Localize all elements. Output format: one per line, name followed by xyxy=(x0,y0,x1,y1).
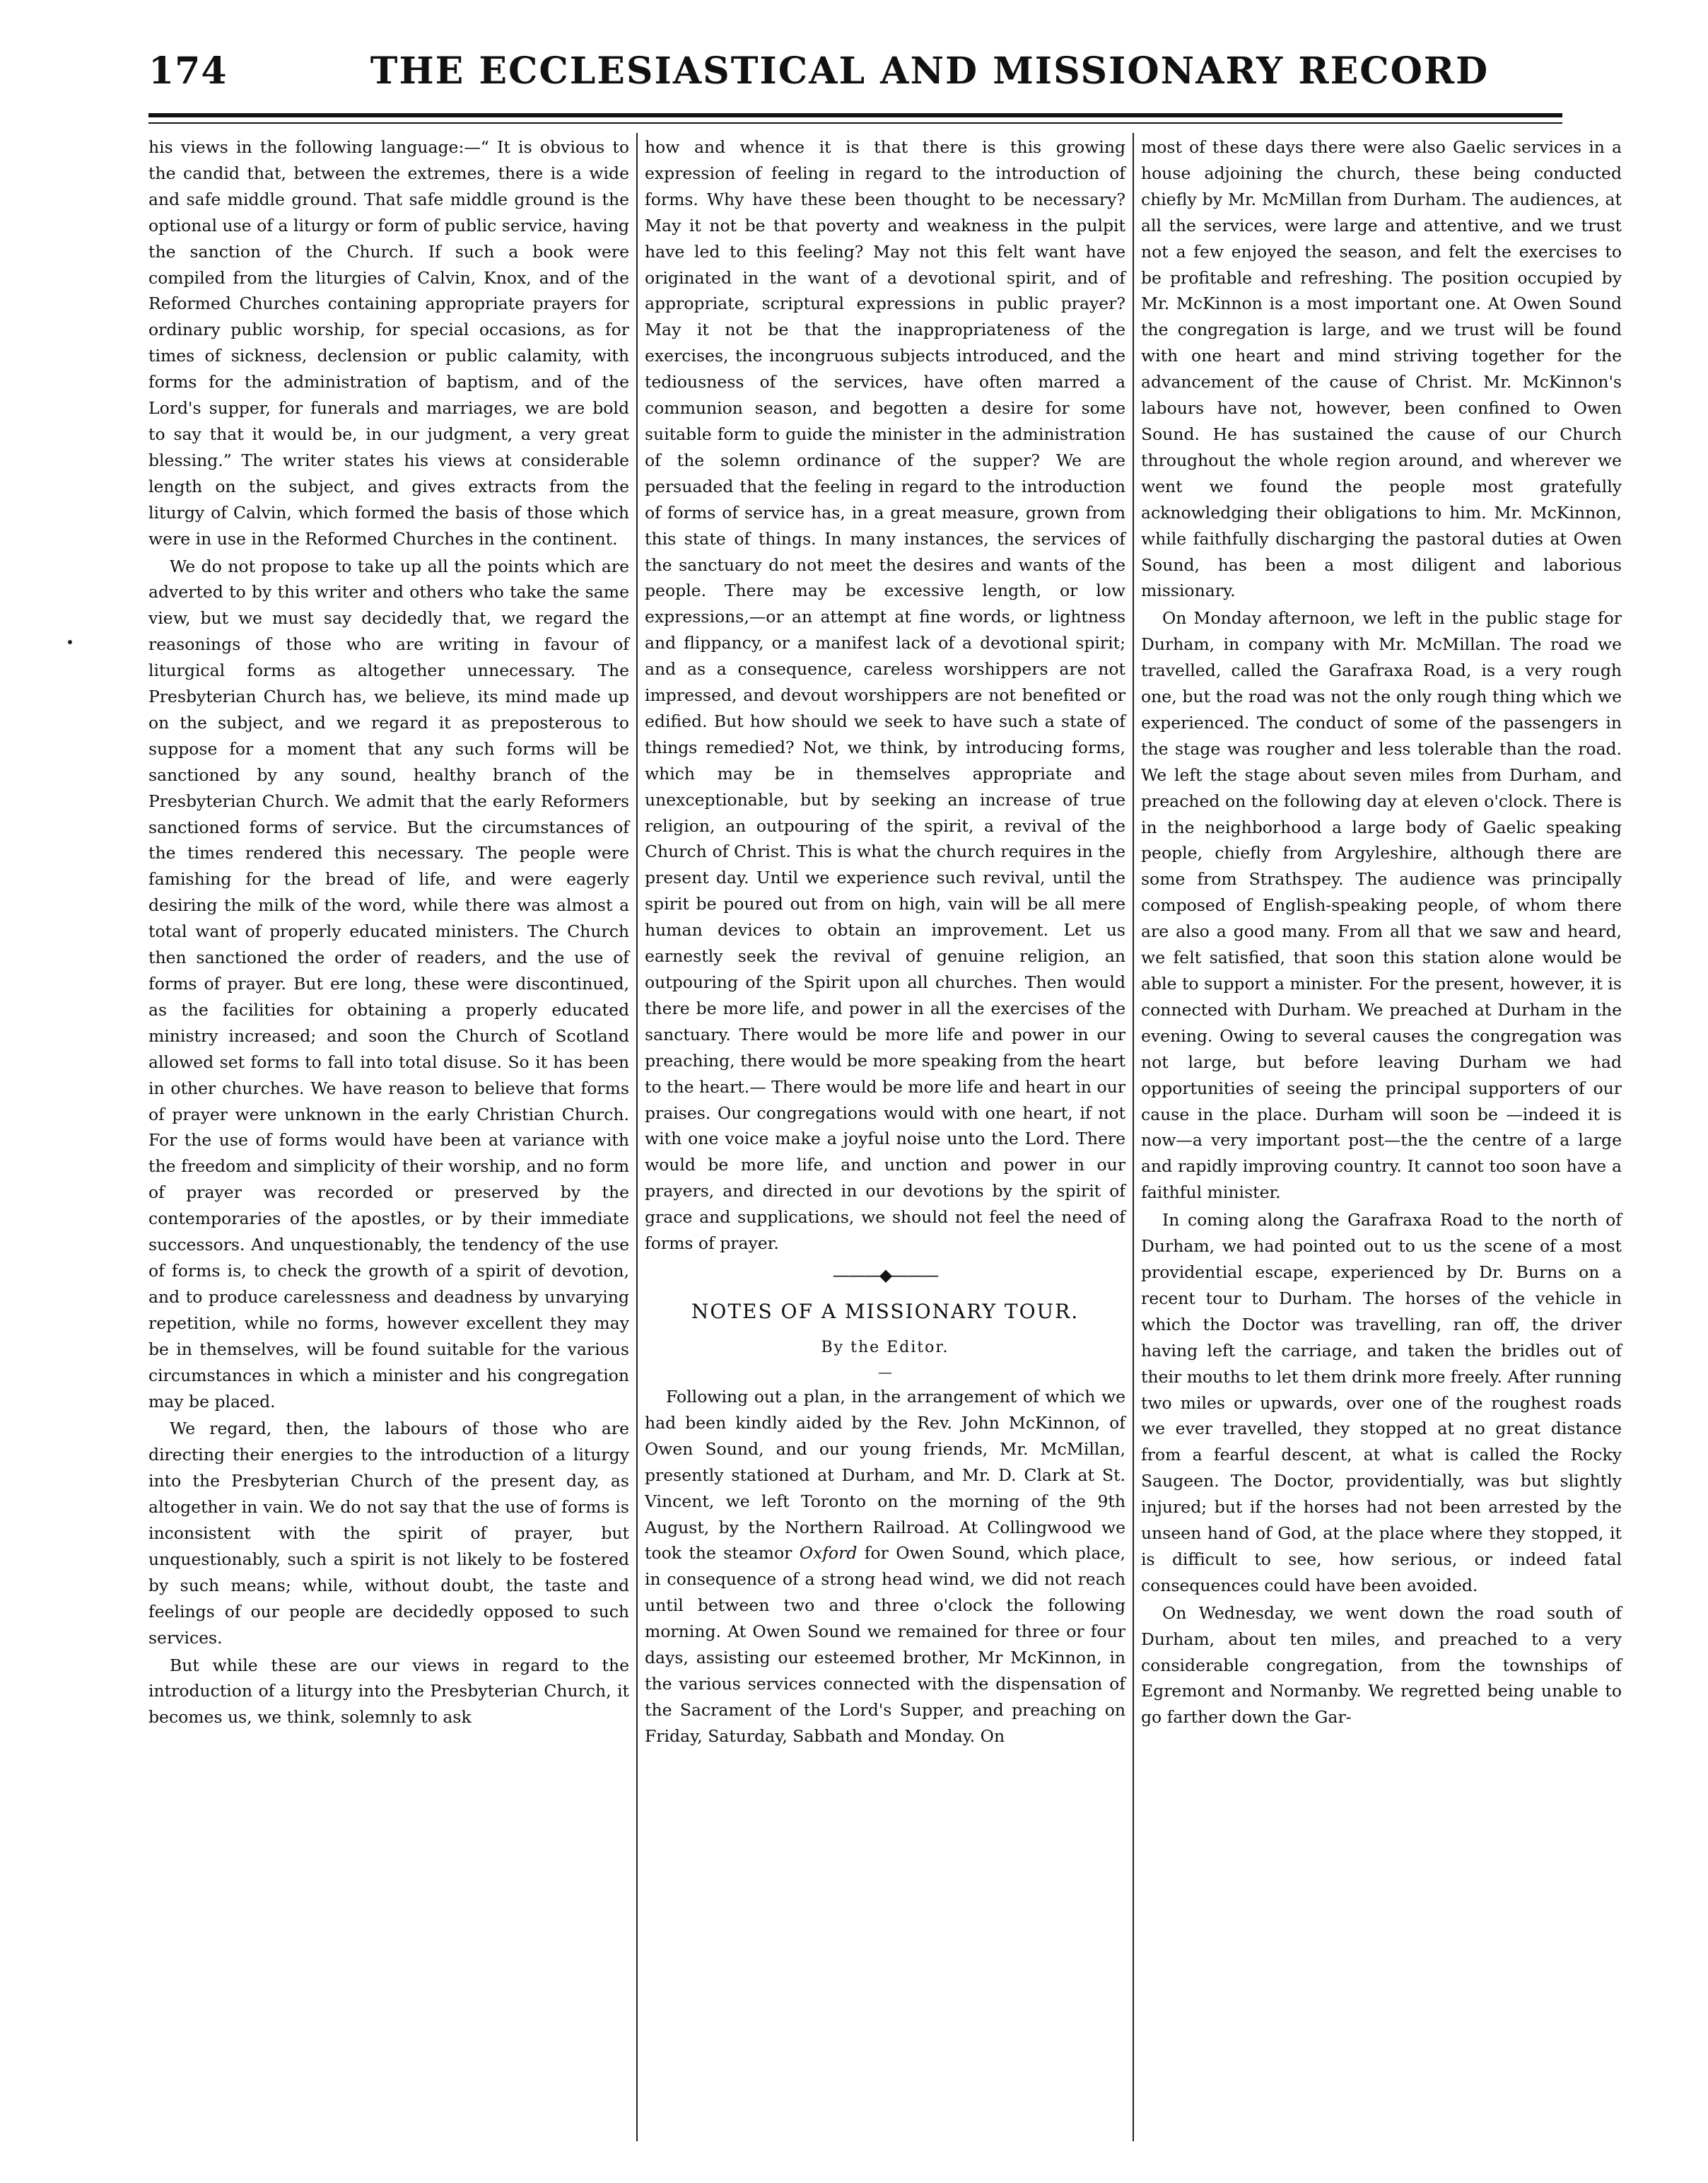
paragraph: most of these days there were also Gaelic services in a house adjoining the church, these being conducted chiefly by Mr. McMillan from Durham. The audiences, at all the services, were large and attentive, and we trust not a few enjoyed the season, and felt the exercises to be profitable and refreshing. The position occupied by Mr. McKinnon is a most important one. At Owen Sound the congregation is large, and we trust will be found with one heart and mind striving together for the advancement of the cause of Christ. Mr. McKinnon's labours have not, however, been confined to Owen Sound. He has sustained the cause of our Church throughout the whole region around, and wherever we went we found the people most gratefully acknowledging their obligations to him. Mr. McKinnon, while faithfully discharging the pastoral duties at Owen Sound, has been a most diligent and laborious missionary. xyxy=(1141,137,1622,601)
margin-dot xyxy=(68,640,72,644)
paragraph: But while these are our views in regard to the introduction of a liturgy into the Presbyterian Church, it becomes us, we think, solemnly to ask xyxy=(148,1655,629,1728)
column-2 xyxy=(645,134,1125,1750)
paragraph: We do not propose to take up all the points which are adverted to by this writer and others who take the same view, but we must say decidedly that, we regard the reasonings of those who are writing in favour of liturgical forms as altogether unnecessary. The Presbyterian Church has, we believe, its mind made up on the subject, and we regard it as preposterous to suppose for a moment that any such forms will be sanctioned by any sound, healthy branch of the Presbyterian Church. We admit that the early Reformers sanctioned forms of service. But the circumstances of the times rendered this necessary. The people were famishing for the bread of life, and were eagerly desiring the milk of the word, while there was almost a total want of properly educated ministers. The Church then sanctioned the order of readers, and the use of forms of prayer. But ere long, these were discontinued, as the facilities for obtaining a properly educated ministry increased; and soon the Church of Scotland allowed set forms to fall into total disuse. So it has been in other churches. We have reason to believe that forms of prayer were unknown in the early Christian Church. For the use of forms would have been at variance with the freedom and simplicity of their worship, and no form of prayer was recorded or preserved by the contemporaries of the apostles, or by their immediate successors. And unquestionably, the tendency of the use of forms is, to check the growth of a spirit of devotion, and to produce carelessness and deadness by unvarying repetition, while no forms, however excellent they may be in themselves, will be found suitable for the various circumstances in which a minister and his congregation may be placed. xyxy=(148,556,629,1411)
header-rule-thin xyxy=(148,122,1562,124)
paragraph: how and whence it is that there is this growing expression of feeling in regard to the introduction of forms. Why have these been thought to be necessary? May it not be that poverty and weakness in the pulpit have led to this feeling? May not this felt want have originated in the want of a devotional spirit, and of appropriate, scriptural expressions in public prayer? May it not be that the inappropriateness of the exercises, the incongruous subjects introduced, and the tediousness of the services, have often marred a communion season, and begotten a desire for some suitable form to guide the minister in the administration of the solemn ordinance of the supper? We are persuaded that the feeling in regard to the introduction of forms of service has, in a great measure, grown from this state of things. In many instances, the services of the sanctuary do not meet the desires and wants of the people. There may be excessive length, or low expressions,—or an attempt at fine words, or lightness and flippancy, or a manifest lack of a devotional spirit; and as a consequence, careless worshippers are not impressed, and devout worshippers are not benefited or edified. But how should we seek to have such a state of things remedied? Not, we think, by introducing forms, which may be in themselves appropriate and unexceptionable, but by seeking an increase of true religion, an outpouring of the spirit, a revival of the Church of Christ. This is what the church requires in the present day. Until we experience such revival, until the spirit be poured out from on high, vain will be all mere human devices to obtain an improvement. Let us earnestly seek the revival of genuine religion, an outpouring of the Spirit upon all churches. Then would there be more life, and power in all the exercises of the sanctuary. There would be more life and power in our preaching, there would be more speaking from the heart to the heart.— There would be more life and heart in our praises. Our congregations would with one heart, if not with one voice make a joyful noise unto the Lord. There would be more life, and unction and power in our prayers, and directed in our devotions by the spirit of grace and supplications, we should not feel the need of forms of prayer. xyxy=(645,137,1126,1254)
section-title: NOTES OF A MISSIONARY TOUR. xyxy=(691,1299,1080,1323)
column-divider-2 xyxy=(1133,133,1134,2141)
paragraph xyxy=(645,1384,1125,1750)
paragraph-text: Following out a plan, in the arrangement of which we had been kindly aided by the Rev. John McKinnon, of Owen Sound, and our young friends, Mr. McMillan, presently stationed at Durham, and Mr. D. Clark at St. Vincent, we left Toronto on the morning of the 9th August, by the Northern Railroad. At Collingwood we took the steamor xyxy=(645,1386,1125,1564)
paragraph: On Wednesday, we went down the road south of Durham, about ten miles, and preached to a very considerable congregation, from the townships of Egremont and Normanby. We regretted being unable to go farther down the Gar- xyxy=(1141,1602,1622,1728)
column-divider-1 xyxy=(636,133,638,2141)
paragraph: On Monday afternoon, we left in the public stage for Durham, in company with Mr. McMillan. The road we travelled, called the Garafraxa Road, is a very rough one, but the road was not the only rough thing which we experienced. The conduct of some of the passengers in the stage was rougher and less tolerable than the road. We left the stage about seven miles from Durham, and preached on the following day at eleven o'clock. There is in the neighborhood a large body of Gaelic speaking people, chiefly from Argyleshire, although there are some from Strathspey. The audience was principally composed of English-speaking people, of whom there are also a good many. From all that we saw and heard, we felt satisfied, that soon this station alone would be able to support a minister. For the present, however, it is connected with Durham. We preached at Durham in the evening. Owing to several causes the congregation was not large, but before leaving Durham we had opportunities of seeing the principal supporters of our cause in the place. Durham will soon be —indeed it is now—a very important post—the the centre of a large and rapidly improving country. It cannot too soon have a faithful minister. xyxy=(1141,608,1622,1203)
page-header xyxy=(148,45,1555,102)
ship-name: Oxford xyxy=(799,1543,858,1564)
column-1 xyxy=(148,134,629,1730)
running-title: THE ECCLESIASTICAL AND MISSIONARY RECORD xyxy=(370,50,1490,93)
paragraph: We regard, then, the labours of those who are directing their energies to the introduction of a liturgy into the Presbyterian Church of the present day, as altogether in vain. We do not say that the use of forms is inconsistent with the spirit of prayer, but unquestionably, such a spirit is not likely to be fostered by such means; while, without doubt, the taste and feelings of our people are decidedly opposed to such services. xyxy=(148,1419,629,1648)
paragraph-text: for Owen Sound, which place, in consequence of a strong head wind, we did not reach until between two and three o'clock the following morning. At Owen Sound we remained for three or four days, assisting our esteemed brother, Mr McKinnon, in the various services connected with the dispensation of the Sacrament of the Lord's Supper, and preaching on Friday, Saturday, Sabbath and Monday. On xyxy=(645,1543,1125,1746)
section-ornament: ———◆——— xyxy=(832,1264,938,1285)
column-3 xyxy=(1141,134,1622,1730)
byline: By the Editor. xyxy=(821,1338,949,1356)
byline-dash: — xyxy=(878,1363,892,1380)
page-number: 174 xyxy=(148,50,228,93)
paragraph: his views in the following language:—“ It is obvious to the candid that, between the extremes, there is a wide and safe middle ground. That safe middle ground is the optional use of a liturgy or form of public service, having the sanction of the Church. If such a book were compiled from the liturgies of Calvin, Knox, and of the Reformed Churches containing appropriate prayers for ordinary public worship, for special occasions, as for times of sickness, declension or public calamity, with forms for the administration of baptism, and of the Lord's supper, for funerals and marriages, we are bold to say that it would be, in our judgment, a very great blessing.” The writer states his views at considerable length on the subject, and gives extracts from the liturgy of Calvin, which formed the basis of those which were in use in the Reformed Churches in the continent. xyxy=(148,137,629,549)
header-rule-thick xyxy=(148,113,1562,117)
paragraph: In coming along the Garafraxa Road to the north of Durham, we had pointed out to us the scene of a most providential escape, experienced by Dr. Burns on a recent tour to Durham. The horses of the vehicle in which the Doctor was travelling, ran off, the driver having left the carriage, and taken the bridles out of their mouths to let them drink more freely. After running two miles or upwards, over one of the roughest roads we ever travelled, they stopped at no great distance from a fearful descent, at what is called the Rocky Saugeen. The Doctor, providentially, was but slightly injured; but if the horses had not been arrested by the unseen hand of God, at the place where they stopped, it is difficult to see, how serious, or indeed fatal consequences could have been avoided. xyxy=(1141,1210,1622,1595)
